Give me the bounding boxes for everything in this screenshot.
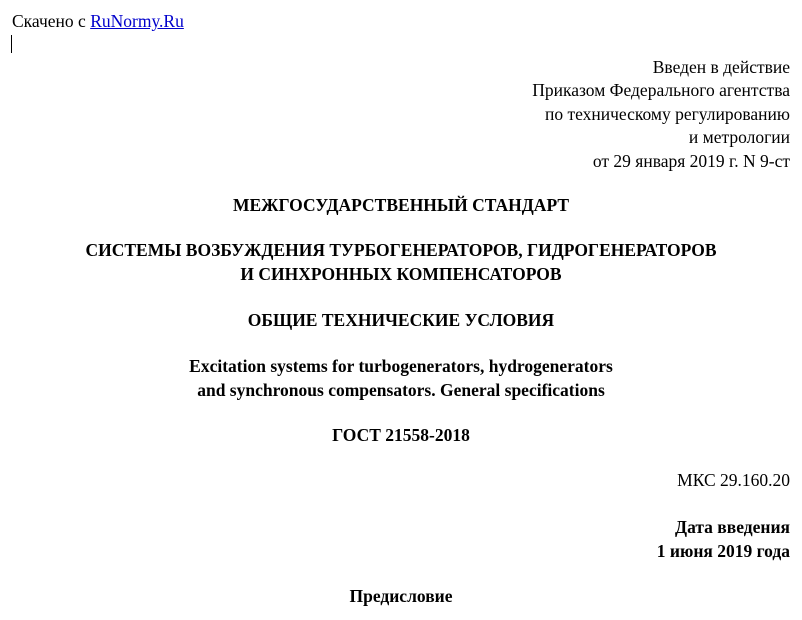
title-en-line: Excitation systems for turbogenerators, hydrogenerators	[189, 356, 613, 376]
intro-date-label: Дата введения	[675, 517, 790, 537]
source-line	[12, 10, 184, 32]
title-ru	[0, 238, 802, 286]
enactment-block	[370, 56, 790, 173]
intro-date-value: 1 июня 2019 года	[656, 540, 790, 561]
title-ru-line: И СИНХРОННЫХ КОМПЕНСАТОРОВ	[240, 264, 562, 284]
enactment-line: и метрологии	[688, 127, 790, 148]
intro-date	[657, 516, 790, 563]
enactment-line: от 29 января 2019 г. N 9-ст	[592, 150, 790, 171]
enactment-line: по техническому регулированию	[544, 103, 790, 124]
gost-number: ГОСТ 21558-2018	[332, 425, 470, 445]
text-cursor	[11, 35, 12, 53]
title-en	[0, 354, 802, 402]
standard-type: МЕЖГОСУДАРСТВЕННЫЙ СТАНДАРТ	[232, 195, 570, 215]
title-en-line: and synchronous compensators. General specifications	[197, 380, 605, 400]
source-prefix: Скачено с	[12, 11, 91, 31]
enactment-line: Приказом Федерального агентства	[532, 80, 790, 101]
mks-code: МКС 29.160.20	[677, 470, 790, 490]
enactment-line: Введен в действие	[652, 57, 790, 77]
subtitle-ru: ОБЩИЕ ТЕХНИЧЕСКИЕ УСЛОВИЯ	[247, 310, 555, 330]
title-ru-line: СИСТЕМЫ ВОЗБУЖДЕНИЯ ТУРБОГЕНЕРАТОРОВ, ГИДРОГЕНЕРАТОРОВ	[85, 240, 717, 260]
source-link[interactable]: RuNormy.Ru	[90, 11, 184, 31]
section-heading: Предисловие	[349, 586, 453, 606]
